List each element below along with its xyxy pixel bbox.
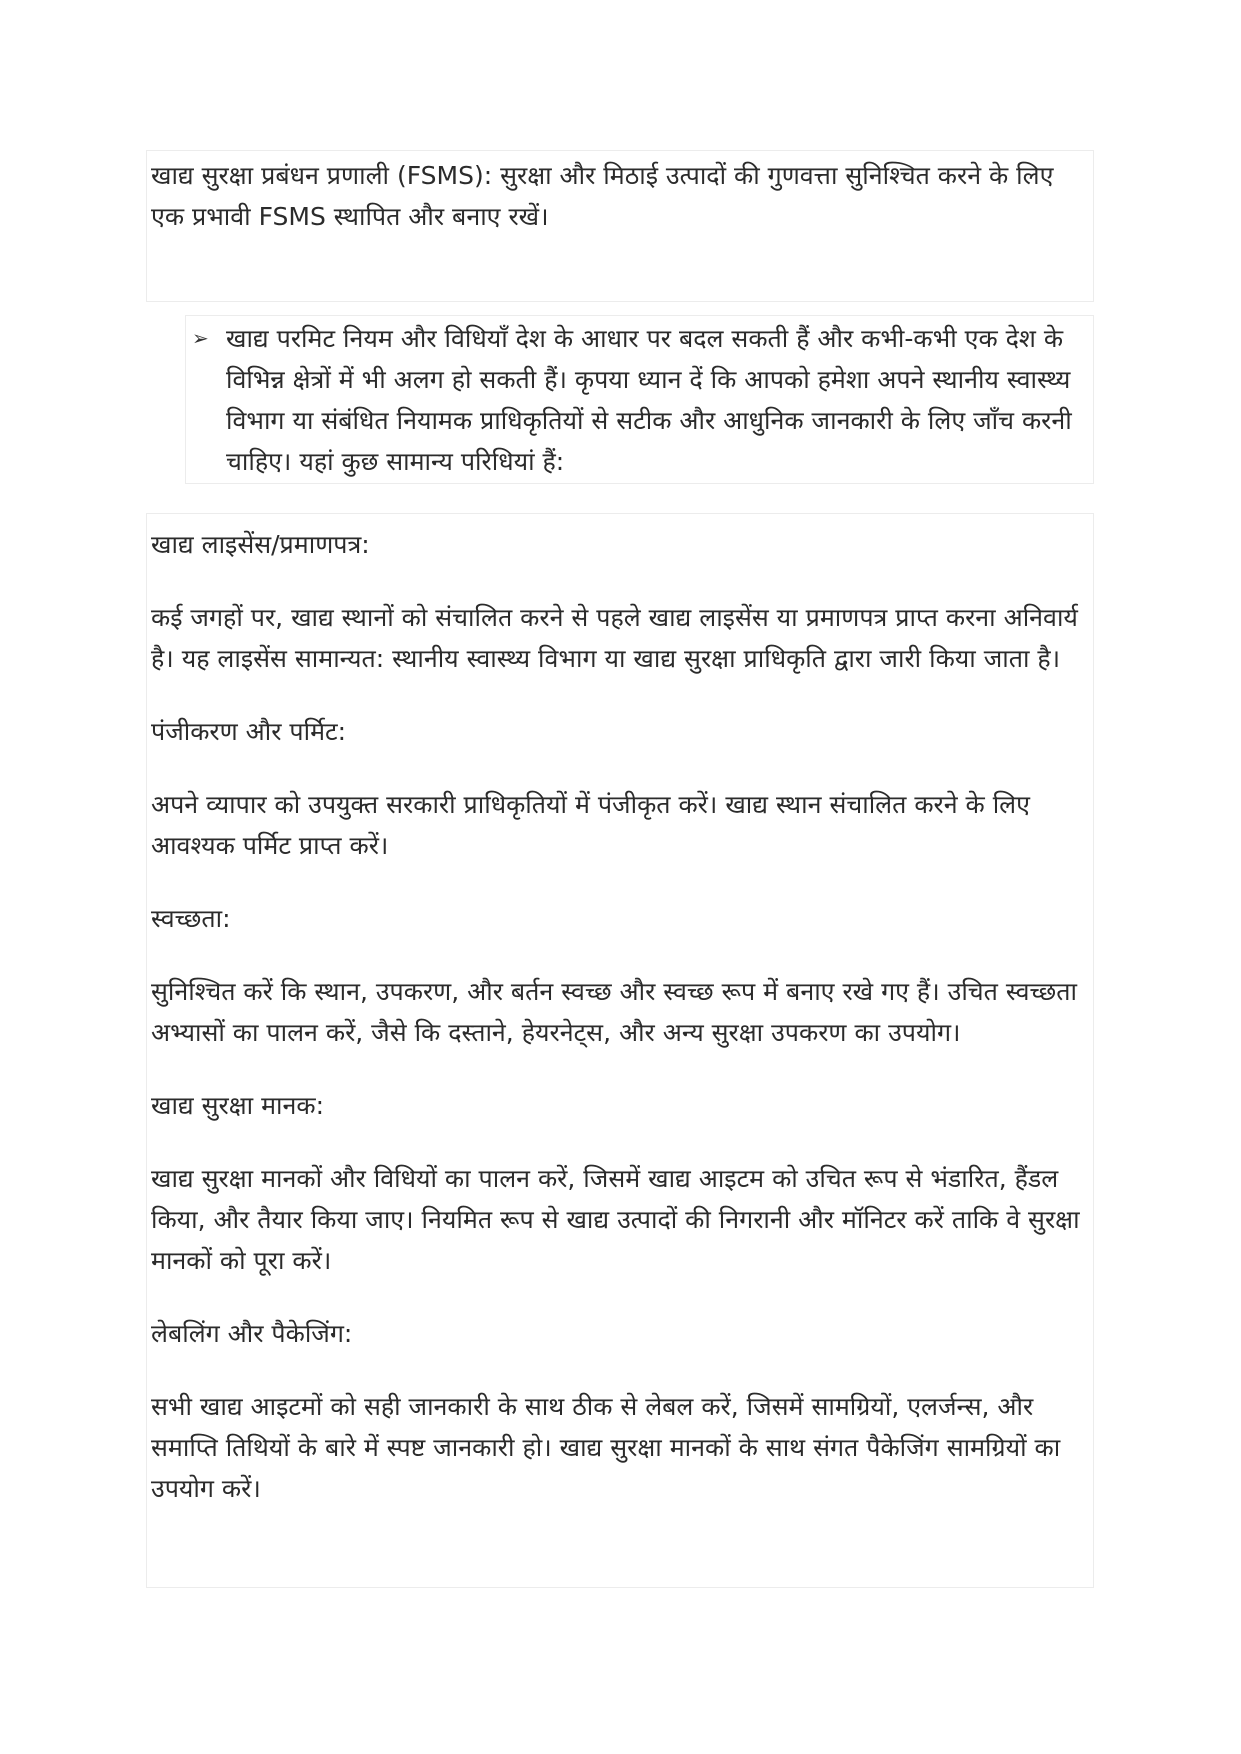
- section-body-registration: अपने व्यापार को उपयुक्त सरकारी प्राधिकृतियों में पंजीकृत करें। खाद्य स्थान संचालित करने के लिए आवश्यक पर्मिट प्राप्त करें।: [151, 790, 1030, 860]
- arrow-bullet-icon: ➢: [192, 326, 209, 350]
- section-body-hygiene: सुनिश्चित करें कि स्थान, उपकरण, और बर्तन स्वच्छ और स्वच्छ रूप में बनाए रखे गए हैं। उचित स्वच्छता अभ्यासों का पालन करें, जैसे कि दस्ताने, हेयरनेट्स, और अन्य सुरक्षा उपकरण का उपयोग।: [151, 977, 1077, 1047]
- section-body-license: कई जगहों पर, खाद्य स्थानों को संचालित करने से पहले खाद्य लाइसेंस या प्रमाणपत्र प्राप्त करना अनिवार्य है। यह लाइसेंस सामान्यत: स्थानीय स्वास्थ्य विभाग या खाद्य सुरक्षा प्राधिकृति द्वारा जारी किया जाता है।: [151, 603, 1078, 673]
- section-body-food-safety-standards: खाद्य सुरक्षा मानकों और विधियों का पालन करें, जिसमें खाद्य आइटम को उचित रूप से भंडारित, हैंडल किया, और तैयार किया जाए। नियमित रूप से खाद्य उत्पादों की निगरानी और मॉनिटर करें ताकि वे सुरक्षा मानकों को पूरा करें।: [151, 1164, 1080, 1275]
- note-paragraph: खाद्य परमिट नियम और विधियाँ देश के आधार पर बदल सकती हैं और कभी-कभी एक देश के विभिन्न क्षेत्रों में भी अलग हो सकती हैं। कृपया ध्यान दें कि आपको हमेशा अपने स्थानीय स्वास्थ्य विभाग या संबंधित नियामक प्राधिकृतियों से सटीक और आधुनिक जानकारी के लिए जाँच करनी चाहिए। यहां कुछ सामान्य परिधियां हैं:: [226, 324, 1072, 476]
- section-body-labeling-packaging: सभी खाद्य आइटमों को सही जानकारी के साथ ठीक से लेबल करें, जिसमें सामग्रियों, एलर्जन्स, और समाप्ति तिथियों के बारे में स्पष्ट जानकारी हो। खाद्य सुरक्षा मानकों के साथ संगत पैकेजिंग सामग्रियों का उपयोग करें।: [151, 1392, 1061, 1503]
- section-heading-registration: पंजीकरण और पर्मिट:: [151, 717, 347, 746]
- section-heading-labeling-packaging: लेबलिंग और पैकेजिंग:: [151, 1319, 353, 1348]
- fsms-paragraph: खाद्य सुरक्षा प्रबंधन प्रणाली (FSMS): सुरक्षा और मिठाई उत्पादों की गुणवत्ता सुनिश्चित करने के लिए एक प्रभावी FSMS स्थापित और बनाए रखें।: [151, 161, 1054, 231]
- fsms-text-box: [146, 150, 1094, 302]
- section-heading-food-safety-standards: खाद्य सुरक्षा मानक:: [151, 1091, 325, 1120]
- section-heading-license: खाद्य लाइसेंस/प्रमाणपत्र:: [151, 530, 370, 559]
- section-heading-hygiene: स्वच्छता:: [151, 904, 231, 933]
- requirements-text-box: [146, 513, 1094, 1588]
- note-text-box: [185, 315, 1094, 484]
- note-bullet-item: [192, 318, 1085, 482]
